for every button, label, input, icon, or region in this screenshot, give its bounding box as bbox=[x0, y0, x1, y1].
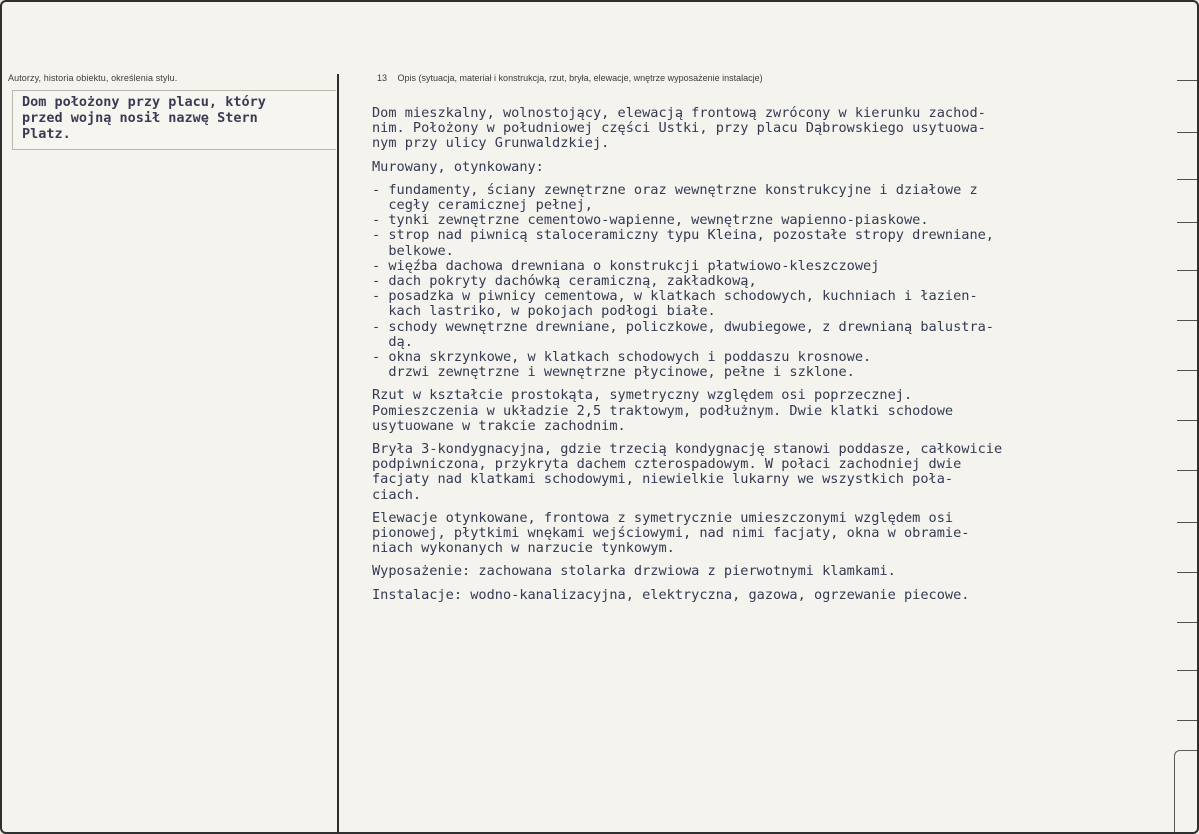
left-column-header: Autorzy, historia obiektu, określenia stylu. bbox=[8, 73, 178, 83]
margin-tick bbox=[1177, 270, 1197, 271]
description-line: - dach pokryty dachówką ceramiczną, zakładkową, bbox=[372, 273, 757, 290]
margin-tick bbox=[1177, 522, 1197, 523]
left-column bbox=[2, 2, 337, 832]
card-edge-tab bbox=[1174, 750, 1197, 834]
description-line: usytuowane w trakcie zachodnim. bbox=[372, 417, 626, 434]
left-note-text bbox=[22, 94, 332, 142]
description-line: Murowany, otynkowany: bbox=[372, 158, 544, 175]
left-note-line: Dom położony przy placu, który bbox=[22, 94, 266, 110]
description-line: Elewacje otynkowane, frontowa z symetrycznie umieszczonymi względem osi bbox=[372, 509, 954, 526]
description-line: belkowe. bbox=[372, 242, 454, 259]
description-line: dą. bbox=[372, 333, 413, 350]
margin-tick bbox=[1177, 622, 1197, 623]
description-text bbox=[372, 106, 1172, 603]
margin-tick bbox=[1177, 320, 1197, 321]
description-line: Pomieszczenia w układzie 2,5 traktowym, podłużnym. Dwie klatki schodowe bbox=[372, 402, 954, 419]
left-note-line: Platz. bbox=[22, 126, 71, 142]
description-line: - tynki zewnętrzne cementowo-wapienne, wewnętrzne wapienno-piaskowe. bbox=[372, 212, 929, 229]
description-line: nym przy ulicy Grunwaldzkiej. bbox=[372, 135, 610, 152]
description-line: facjaty nad klatkami schodowymi, niewielkie lukarny we wszystkich poła- bbox=[372, 471, 954, 488]
description-line: nim. Położony w południowej części Ustki, przy placu Dąbrowskiego usytuowa- bbox=[372, 120, 986, 137]
description-line: drzwi zewnętrzne i wewnętrzne płycinowe, pełne i szklone. bbox=[372, 364, 855, 381]
description-line: Dom mieszkalny, wolnostojący, elewacją frontową zwrócony w kierunku zachod- bbox=[372, 105, 986, 121]
description-line: - posadzka w piwnicy cementowa, w klatkach schodowych, kuchniach i łazien- bbox=[372, 288, 978, 305]
margin-tick bbox=[1177, 470, 1197, 471]
margin-tick bbox=[1177, 720, 1197, 721]
margin-tick bbox=[1177, 370, 1197, 371]
column-divider bbox=[337, 74, 339, 834]
description-line: Bryła 3-kondygnacyjna, gdzie trzecią kondygnację stanowi poddasze, całkowicie bbox=[372, 441, 1003, 458]
left-note-line: przed wojną nosił nazwę Stern bbox=[22, 110, 258, 126]
description-line: - okna skrzynkowe, w klatkach schodowych i poddaszu krosnowe. bbox=[372, 349, 872, 366]
margin-tick bbox=[1177, 572, 1197, 573]
description-line: cegły ceramicznej pełnej, bbox=[372, 197, 593, 214]
margin-tick bbox=[1177, 670, 1197, 671]
description-line: Wyposażenie: zachowana stolarka drzwiowa z pierwotnymi klamkami. bbox=[372, 563, 896, 580]
description-line: niach wykonanych w narzucie tynkowym. bbox=[372, 540, 675, 557]
description-line: pionowej, płytkimi wnękami wejściowymi, nad nimi facjaty, okna w obramie- bbox=[372, 525, 970, 542]
margin-tick bbox=[1177, 80, 1197, 81]
description-line: ciach. bbox=[372, 486, 422, 503]
margin-tick bbox=[1177, 420, 1197, 421]
margin-tick bbox=[1177, 179, 1197, 180]
margin-tick bbox=[1177, 132, 1197, 133]
section-number: 13 bbox=[377, 73, 388, 83]
section-title: Opis (sytuacja, materiał i konstrukcja, rzut, bryła, elewacje, wnętrze wyposażenie instalacje) bbox=[397, 73, 763, 83]
margin-tick bbox=[1177, 222, 1197, 223]
description-line: Instalacje: wodno-kanalizacyjna, elektryczna, gazowa, ogrzewanie piecowe. bbox=[372, 586, 970, 603]
description-line: - strop nad piwnicą staloceramiczny typu Kleina, pozostałe stropy drewniane, bbox=[372, 227, 994, 244]
right-column-header bbox=[377, 73, 763, 83]
description-line: podpiwniczona, przykryta dachem czterospadowym. W połaci zachodniej dwie bbox=[372, 456, 962, 473]
description-line: kach lastriko, w pokojach podłogi białe. bbox=[372, 303, 716, 320]
description-line: - fundamenty, ściany zewnętrzne oraz wewnętrzne konstrukcyjne i działowe z bbox=[372, 181, 978, 198]
description-line: Rzut w kształcie prostokąta, symetryczny względem osi poprzecznej. bbox=[372, 387, 913, 404]
description-line: - schody wewnętrzne drewniane, policzkowe, dwubiegowe, z drewnianą balustra- bbox=[372, 318, 994, 335]
description-line: - więźba dachowa drewniana o konstrukcji płatwiowo-kleszczowej bbox=[372, 257, 880, 274]
